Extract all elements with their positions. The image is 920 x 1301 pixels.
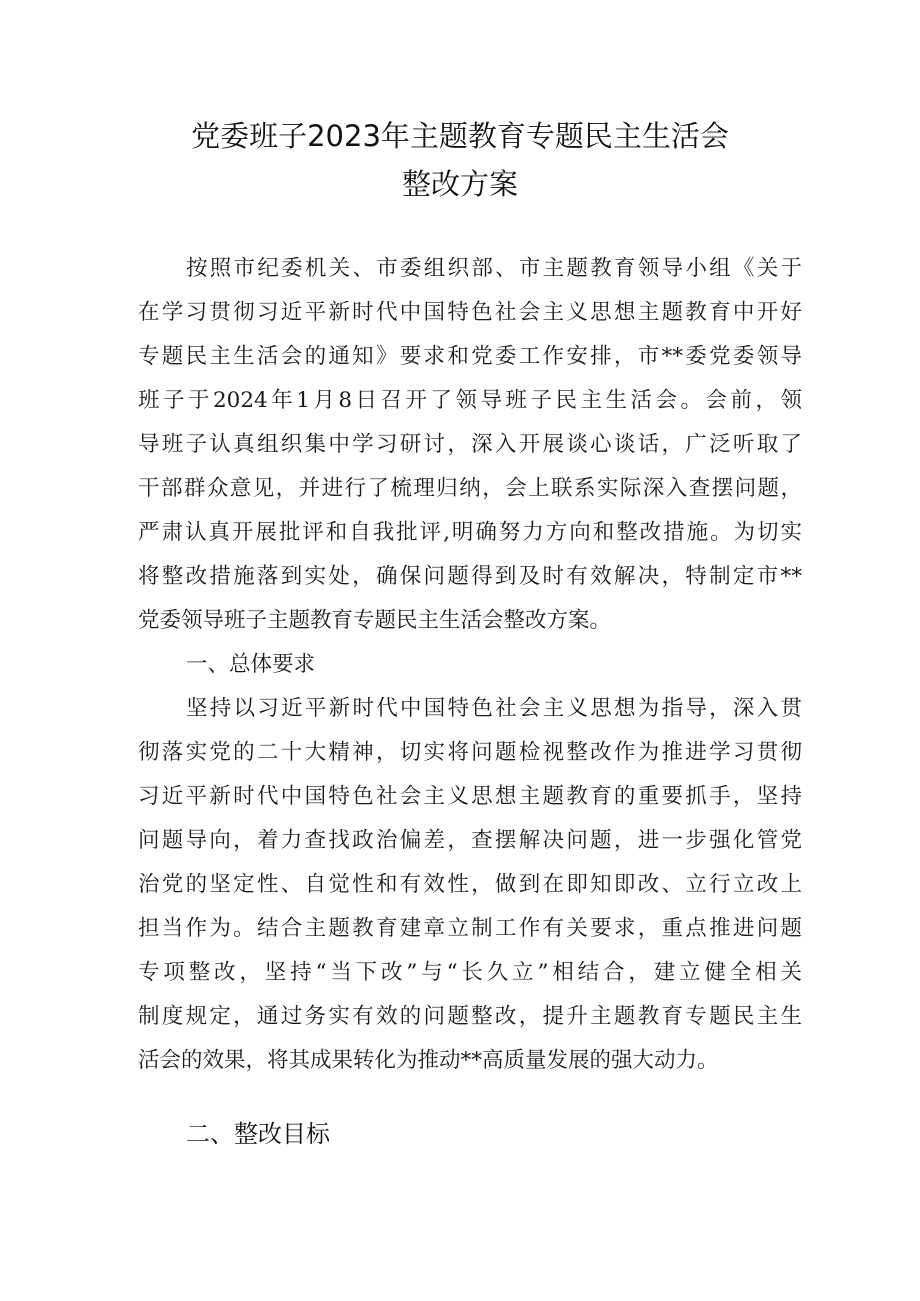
intro-line: 将整改措施落到实处，确保问题得到及时有效解决，特制定市**	[138, 564, 802, 589]
section-1-line: 坚持以习近平新时代中国特色社会主义思想为指导，深入贯	[186, 696, 802, 721]
section-1-line: 专项整改，坚持“当下改”与“长久立”相结合，建立健全相关	[138, 960, 802, 985]
section-1-line: 习近平新时代中国特色社会主义思想主题教育的重要抓手，坚持	[138, 784, 802, 809]
section-1-line: 担当作为。结合主题教育建章立制工作有关要求，重点推进问题	[138, 916, 802, 941]
section-1-line: 彻落实党的二十大精神，切实将问题检视整改作为推进学习贯彻	[138, 740, 802, 765]
intro-line: 严肃认真开展批评和自我批评,明确努力方向和整改措施。为切实	[138, 520, 802, 545]
intro-line: 按照市纪委机关、市委组织部、市主题教育领导小组《关于	[186, 256, 802, 281]
section-1-line: 问题导向，着力查找政治偏差，查摆解决问题，进一步强化管党	[138, 828, 802, 853]
document-title-line-1: 党委班子2023年主题教育专题民主生活会	[191, 119, 729, 153]
section-2-heading: 二、整改目标	[186, 1120, 330, 1148]
document-title-line-2: 整改方案	[401, 167, 518, 201]
intro-line: 干部群众意见，并进行了梳理归纳，会上联系实际深入查摆问题，	[138, 476, 802, 501]
intro-line: 专题民主生活会的通知》要求和党委工作安排，市**委党委领导	[138, 344, 802, 369]
intro-line: 班子于2024年1月8日召开了领导班子民主生活会。会前，领	[138, 388, 802, 413]
intro-line: 导班子认真组织集中学习研讨，深入开展谈心谈话，广泛听取了	[138, 432, 802, 457]
section-1-heading: 一、总体要求	[186, 652, 316, 677]
section-1-line: 制度规定，通过务实有效的问题整改，提升主题教育专题民主生	[138, 1004, 802, 1029]
intro-line: 在学习贯彻习近平新时代中国特色社会主义思想主题教育中开好	[138, 300, 802, 325]
intro-line: 党委领导班子主题教育专题民主生活会整改方案。	[138, 608, 612, 633]
section-1-line: 活会的效果，将其成果转化为推动**高质量发展的强大动力。	[138, 1048, 719, 1073]
section-1-line: 治党的坚定性、自觉性和有效性，做到在即知即改、立行立改上	[138, 872, 802, 897]
